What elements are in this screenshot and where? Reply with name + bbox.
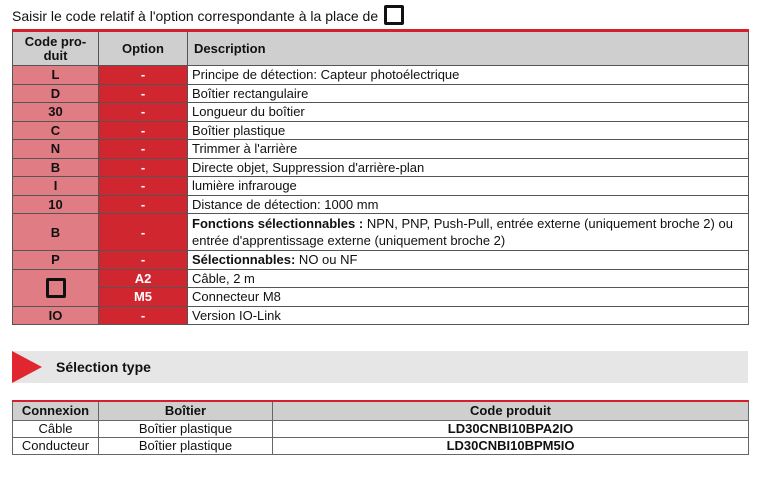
option-cell: - xyxy=(99,177,188,196)
option-cell: - xyxy=(99,195,188,214)
description-cell: Connecteur M8 xyxy=(188,288,749,307)
type-header-row xyxy=(13,401,749,420)
code-cell: I xyxy=(13,177,99,196)
option-cell: M5 xyxy=(99,288,188,307)
table-row xyxy=(13,437,749,454)
table-row xyxy=(13,103,749,122)
description-cell: Principe de détection: Capteur photoélectrique xyxy=(188,66,749,85)
option-cell: A2 xyxy=(99,269,188,288)
table-row xyxy=(13,84,749,103)
code-cell: P xyxy=(13,251,99,270)
table-row xyxy=(13,158,749,177)
description-cell: Distance de détection: 1000 mm xyxy=(188,195,749,214)
connexion-cell: Conducteur xyxy=(13,437,99,454)
connexion-cell: Câble xyxy=(13,420,99,437)
description-bold: Fonctions sélectionnables : xyxy=(192,216,364,231)
code-cell: IO xyxy=(13,306,99,325)
option-cell: - xyxy=(99,251,188,270)
header-code: Code pro-duit xyxy=(13,31,99,66)
description-cell: Longueur du boîtier xyxy=(188,103,749,122)
boitier-cell: Boîtier plastique xyxy=(99,420,273,437)
option-cell: - xyxy=(99,103,188,122)
options-table xyxy=(12,29,749,325)
option-cell: - xyxy=(99,84,188,103)
option-cell: - xyxy=(99,158,188,177)
header-code-produit: Code produit xyxy=(273,401,749,420)
product-code-cell: LD30CNBI10BPM5IO xyxy=(273,437,749,454)
connection-code-cell xyxy=(13,269,99,306)
table-row xyxy=(13,66,749,85)
description-cell: Boîtier plastique xyxy=(188,121,749,140)
table-row xyxy=(13,420,749,437)
table-row xyxy=(13,140,749,159)
boitier-cell: Boîtier plastique xyxy=(99,437,273,454)
description-cell: Câble, 2 m xyxy=(188,269,749,288)
code-cell: N xyxy=(13,140,99,159)
table-row xyxy=(13,195,749,214)
description-cell: lumière infrarouge xyxy=(188,177,749,196)
header-boitier: Boîtier xyxy=(99,401,273,420)
code-cell: C xyxy=(13,121,99,140)
intro-text: Saisir le code relatif à l'option correspondante à la place de xyxy=(12,8,379,24)
placeholder-square-icon xyxy=(46,278,66,298)
header-option: Option xyxy=(99,31,188,66)
red-triangle-icon xyxy=(12,351,42,383)
table-row xyxy=(13,214,749,251)
header-description: Description xyxy=(188,31,749,66)
option-cell: - xyxy=(99,214,188,251)
description-text: NPN, PNP, Push-Pull, entrée externe (uniquement broche 2) ou entrée d'apprentissage externe (uniquement broche 2) xyxy=(192,216,733,248)
option-cell: - xyxy=(99,140,188,159)
placeholder-square-icon xyxy=(384,5,404,25)
description-cell: Directe objet, Suppression d'arrière-plan xyxy=(188,158,749,177)
description-text: NO ou NF xyxy=(295,252,358,268)
code-cell: 30 xyxy=(13,103,99,122)
options-header-row xyxy=(13,31,749,66)
selection-type-bar xyxy=(12,351,748,383)
code-cell: L xyxy=(13,66,99,85)
description-bold: Sélectionnables: xyxy=(192,252,296,268)
product-code-cell: LD30CNBI10BPA2IO xyxy=(273,420,749,437)
code-cell: D xyxy=(13,84,99,103)
table-row xyxy=(13,269,749,288)
header-connexion: Connexion xyxy=(13,401,99,420)
option-cell: - xyxy=(99,306,188,325)
description-cell xyxy=(188,214,749,251)
selection-title: Sélection type xyxy=(56,359,151,375)
description-cell: Boîtier rectangulaire xyxy=(188,84,749,103)
intro-line xyxy=(12,6,404,26)
option-cell: - xyxy=(99,121,188,140)
type-selection-table xyxy=(12,400,749,455)
code-cell: 10 xyxy=(13,195,99,214)
table-row xyxy=(13,251,749,270)
table-row xyxy=(13,121,749,140)
table-row xyxy=(13,288,749,307)
description-cell: Trimmer à l'arrière xyxy=(188,140,749,159)
code-cell: B xyxy=(13,214,99,251)
description-cell xyxy=(188,251,749,270)
option-cell: - xyxy=(99,66,188,85)
table-row xyxy=(13,177,749,196)
table-row xyxy=(13,306,749,325)
description-cell: Version IO-Link xyxy=(188,306,749,325)
code-cell: B xyxy=(13,158,99,177)
